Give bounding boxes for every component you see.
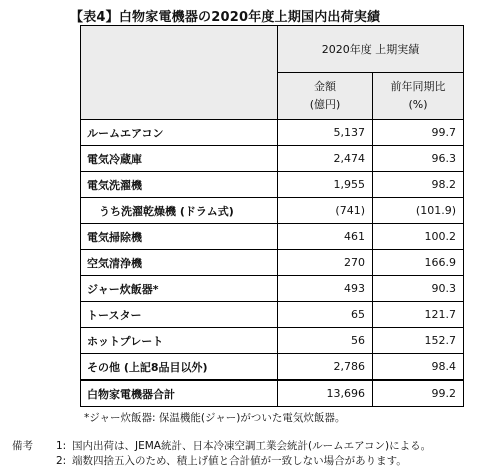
total-label: 白物家電機器合計 <box>81 380 278 407</box>
table-row <box>81 146 464 172</box>
table-title: 【表4】白物家電機器の2020年度上期国内出荷実績 <box>70 10 381 25</box>
row-amount: (741) <box>278 198 373 224</box>
row-ratio: 96.3 <box>373 146 464 172</box>
remarks <box>12 439 431 469</box>
row-label: 電気冷蔵庫 <box>81 146 278 172</box>
row-amount: 461 <box>278 224 373 250</box>
shipment-table <box>80 25 464 407</box>
row-ratio: 90.3 <box>373 276 464 302</box>
row-amount: 493 <box>278 276 373 302</box>
row-ratio: 99.7 <box>373 120 464 146</box>
table-row <box>81 172 464 198</box>
total-ratio: 99.2 <box>373 380 464 407</box>
remarks-tag-spacer <box>12 454 56 469</box>
total-row <box>81 380 464 407</box>
remark-index: 1: <box>56 440 67 452</box>
row-ratio: 166.9 <box>373 250 464 276</box>
row-label: ジャー炊飯器* <box>81 276 278 302</box>
row-label: トースター <box>81 302 278 328</box>
row-amount: 5,137 <box>278 120 373 146</box>
row-label: ルームエアコン <box>81 120 278 146</box>
row-label: その他 (上記8品目以外) <box>81 354 278 381</box>
table-row <box>81 224 464 250</box>
period-header: 2020年度 上期実績 <box>278 26 464 73</box>
table-row <box>81 302 464 328</box>
row-amount: 2,786 <box>278 354 373 381</box>
table-subrow <box>81 198 464 224</box>
row-amount: 56 <box>278 328 373 354</box>
row-label: 電気掃除機 <box>81 224 278 250</box>
row-ratio: 98.4 <box>373 354 464 381</box>
table-row <box>81 276 464 302</box>
table-row <box>81 250 464 276</box>
header-row-period <box>81 26 464 73</box>
amount-header-label: 金額 <box>314 80 336 93</box>
header-corner-cell <box>81 26 278 120</box>
table-row <box>81 328 464 354</box>
row-amount: 65 <box>278 302 373 328</box>
ratio-header-unit: (%) <box>408 98 428 111</box>
remark-text: 国内出荷は、JEMA統計、日本冷凍空調工業会統計(ルームエアコン)による。 <box>72 440 432 452</box>
remark-line <box>12 454 431 469</box>
amount-header-unit: (億円) <box>309 98 341 111</box>
row-amount: 1,955 <box>278 172 373 198</box>
row-label: 空気清浄機 <box>81 250 278 276</box>
row-ratio: 152.7 <box>373 328 464 354</box>
row-amount: 270 <box>278 250 373 276</box>
amount-header <box>278 73 373 120</box>
table-row <box>81 120 464 146</box>
ratio-header <box>373 73 464 120</box>
footnote: *ジャー炊飯器: 保温機能(ジャー)がついた電気炊飯器。 <box>84 412 346 424</box>
total-amount: 13,696 <box>278 380 373 407</box>
row-ratio: 121.7 <box>373 302 464 328</box>
row-label: ホットプレート <box>81 328 278 354</box>
row-ratio: 98.2 <box>373 172 464 198</box>
row-ratio: 100.2 <box>373 224 464 250</box>
row-ratio: (101.9) <box>373 198 464 224</box>
ratio-header-label: 前年同期比 <box>390 80 446 93</box>
row-amount: 2,474 <box>278 146 373 172</box>
row-label: うち洗濯乾燥機 (ドラム式) <box>81 198 278 224</box>
remarks-tag: 備考 <box>12 440 33 452</box>
remark-text: 端数四捨五入のため、積上げ値と合計値が一致しない場合があります。 <box>72 455 407 467</box>
row-label: 電気洗濯機 <box>81 172 278 198</box>
remark-index: 2: <box>56 455 67 467</box>
table-row <box>81 354 464 381</box>
remark-line <box>12 439 431 454</box>
